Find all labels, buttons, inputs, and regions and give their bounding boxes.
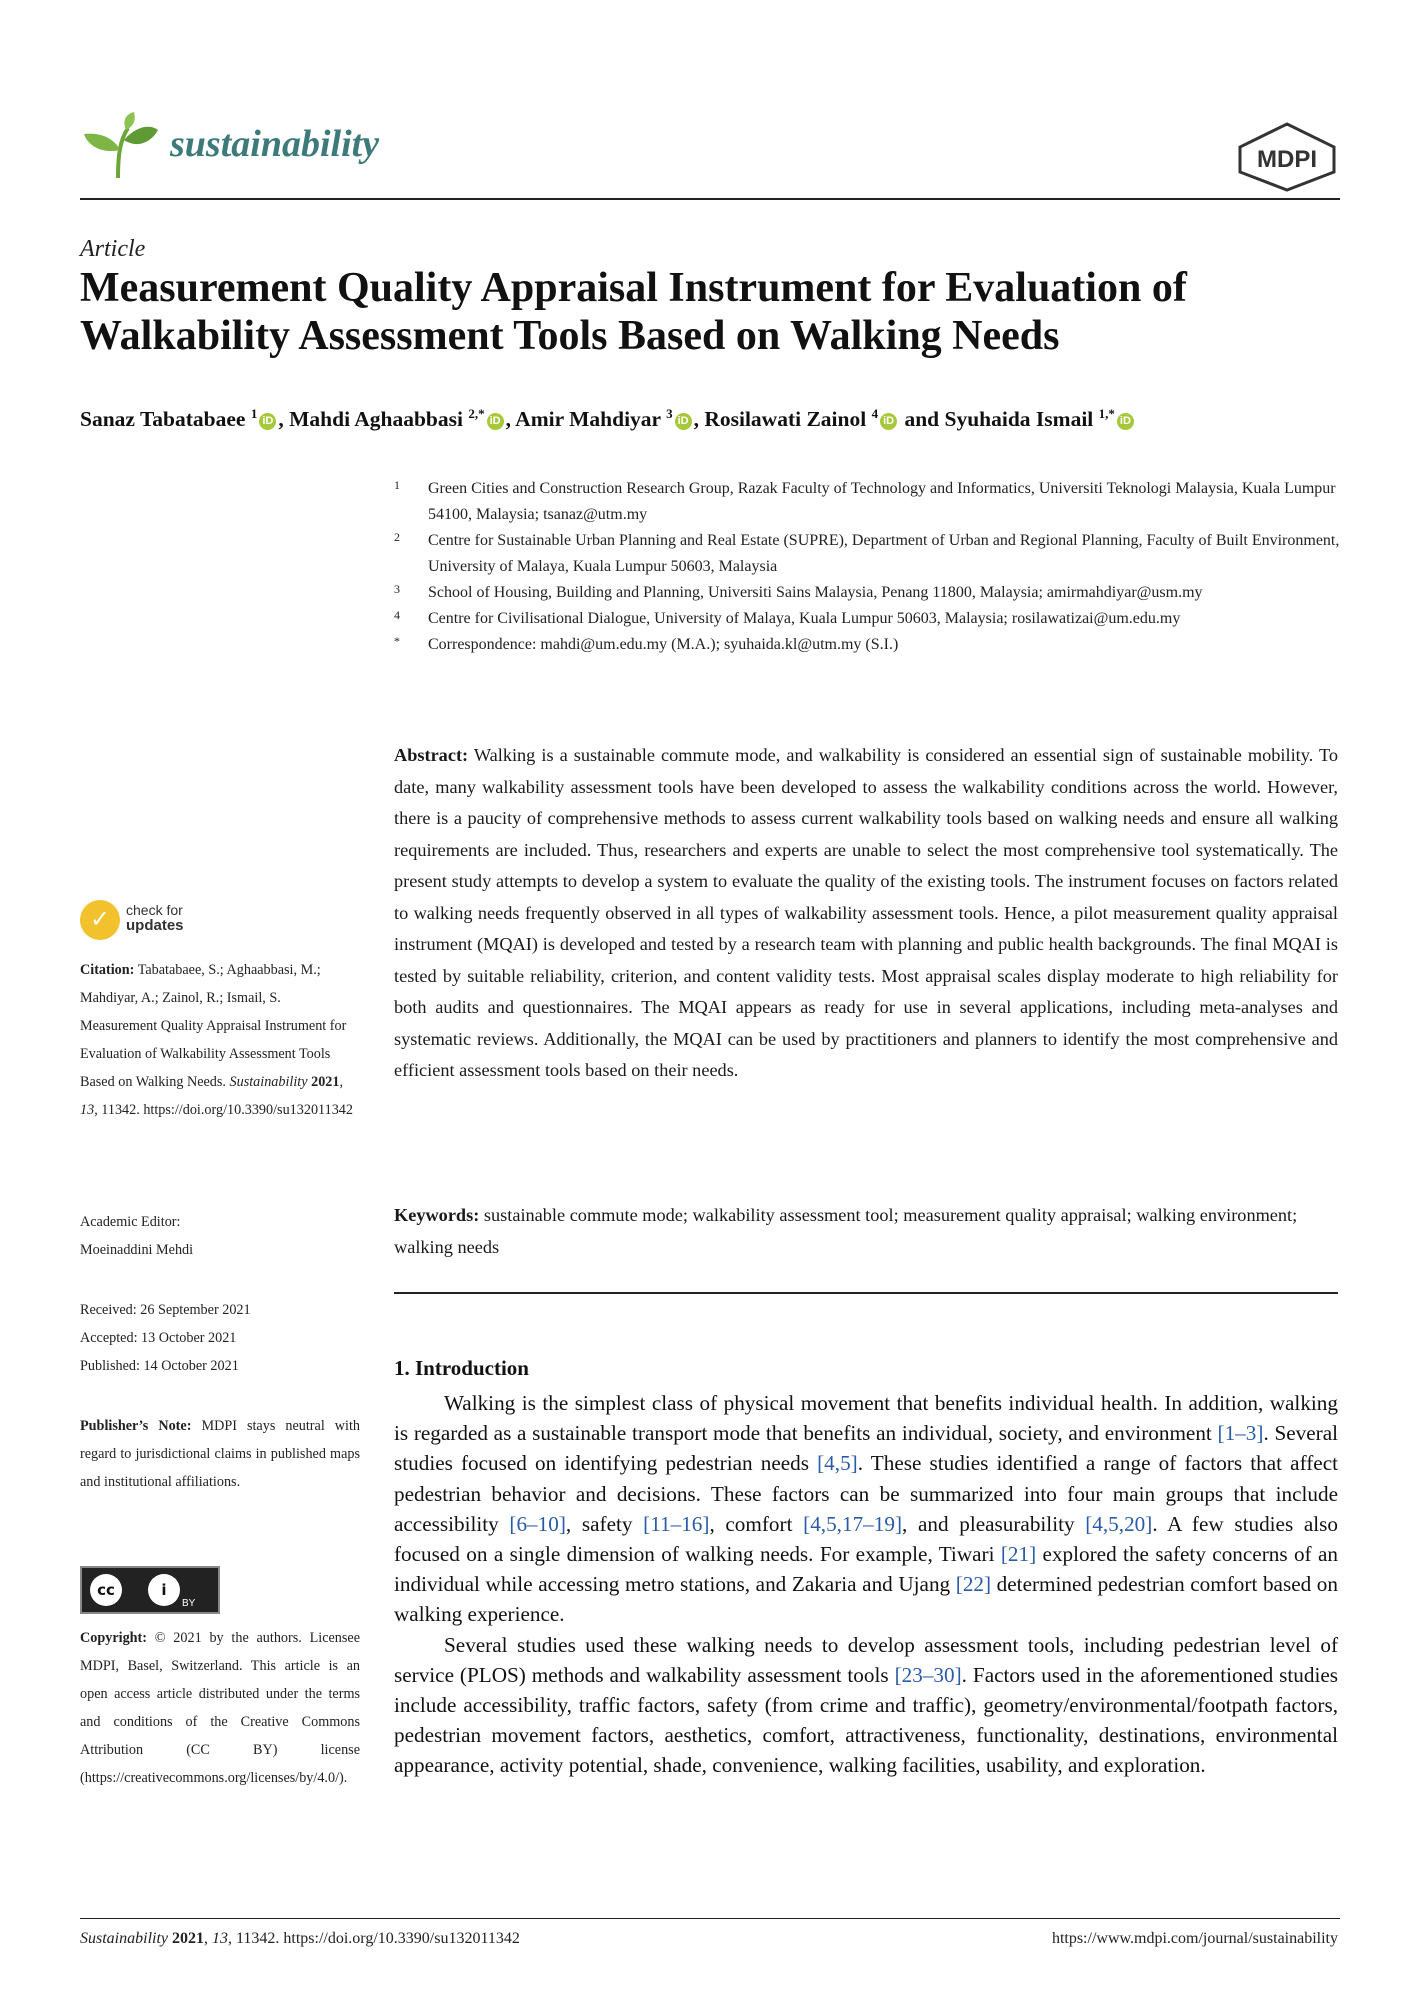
abstract-text: Walking is a sustainable commute mode, and walkability is considered an essential sign of sustainable mobility. To date, many walkability assessment tools have been developed to assess the walkability conditions across the world. However, there is a paucity of comprehensive methods to assess current walkability tools based on walking needs and ensure all walking requirements are included. Thus, researchers and experts are unable to select the most comprehensive tool systematically. The present study attempts to develop a system to evaluate the quality of the existing tools. The instrument focuses on factors related to walking needs frequently observed in all types of walkability assessment tools. Hence, a pilot measurement quality appraisal instrument (MQAI) is developed and tested by a research team with planning and public health backgrounds. The final MQAI is tested by suitable reliability, criterion, and content validity tests. Most appraisal scales display moderate to high reliability for both audits and questionnaires. The MQAI appears as ready for use in several applications, including meta-analyses and systematic reviews. Additionally, the MQAI can be used by practitioners and planners to identify the most comprehensive and efficient assessment tools based on their needs. xyxy=(394,745,1338,1080)
author-affiliation-number: 1,* xyxy=(1098,406,1115,421)
author-affiliation-number: 3 xyxy=(666,406,673,421)
paragraph-text: Walking is the simplest class of physical movement that benefits individual health. In addition, walking is regarded as a sustainable transport mode that benefits an individual, society, and environment xyxy=(394,1391,1338,1446)
affiliation-item xyxy=(390,528,1340,580)
copyright-label: Copyright: xyxy=(80,1630,147,1646)
editor-label: Academic Editor: xyxy=(80,1214,181,1230)
paragraph-text: . Factors used in the aforementioned studies include accessibility, traffic factors, safety (from crime and traffic), geometry/environmental/footpath factors, pedestrian movement factors, aesthetics, comfort, attractiveness, functionality, destinations, environmental appearance, activity potential, shade, convenience, walking facilities, usability, and exploration. xyxy=(394,1662,1338,1778)
author-separator: , xyxy=(278,407,290,432)
cc-icon: cc xyxy=(90,1574,122,1606)
accepted-date: Accepted: 13 October 2021 xyxy=(80,1330,237,1346)
journal-leaf-logo xyxy=(80,110,160,180)
paragraph-text: , safety xyxy=(565,1511,644,1536)
received-date: Received: 26 September 2021 xyxy=(80,1302,251,1318)
paragraph-text: determined pedestrian comfort based on walking experience. xyxy=(394,1572,1338,1627)
check-updates-line2: updates xyxy=(126,917,184,934)
paragraph-text: . Several studies focused on identifying pedestrian needs xyxy=(394,1421,1338,1476)
author-name[interactable]: Syuhaida Ismail xyxy=(944,407,1094,432)
paragraph-text: Several studies used these walking needs to develop assessment tools, including pedestrian level of service (PLOS) methods and walkability assessment tools xyxy=(394,1632,1338,1687)
citation-text: Tabatabaee, S.; Aghaabbasi, M.; Mahdiyar, A.; Zainol, R.; Ismail, S. Measurement Quality Appraisal Instrument for Evaluation of Walkability Assessment Tools Based on Walking Needs. xyxy=(80,962,347,1090)
by-label: BY xyxy=(182,1598,196,1609)
mdpi-logo[interactable] xyxy=(1236,122,1338,192)
author-separator: , xyxy=(693,407,705,432)
affiliation-number: * xyxy=(394,634,400,648)
affiliation-item xyxy=(390,580,1340,606)
abstract-label: Abstract: xyxy=(394,745,469,765)
affiliation-text: Centre for Sustainable Urban Planning and Real Estate (SUPRE), Department of Urban and Regional Planning, Faculty of Built Environment, University of Malaya, Kuala Lumpur 50603, Malaysia xyxy=(428,532,1340,575)
publisher-note xyxy=(80,1412,360,1496)
mdpi-logo-text: MDPI xyxy=(1257,146,1317,173)
footer-year: 2021 xyxy=(172,1930,204,1947)
keywords xyxy=(394,1200,1338,1263)
cc-by-license-badge[interactable] xyxy=(80,1566,220,1614)
citation-volume: 13 xyxy=(80,1102,95,1118)
header-rule xyxy=(80,198,1340,200)
journal-name[interactable]: sustainability xyxy=(170,123,380,165)
author-affiliation-number: 1 xyxy=(250,406,258,421)
editor-name: Moeinaddini Mehdi xyxy=(80,1242,194,1258)
footer-doi[interactable]: , 11342. https://doi.org/10.3390/su132011342 xyxy=(228,1930,520,1947)
citation-block: Citation: Tabatabaee, S.; Aghaabbasi, M.; Mahdiyar, A.; Zainol, R.; Ismail, S. Measurement Quality Appraisal Instrument for Evaluation of Walkability Assessment Tools Based on Walking Needs. Sustainability 2021, 13, 11342. https://doi.org/10.3390/su132011342 xyxy=(80,962,353,1118)
affiliation-text: School of Housing, Building and Planning, Universiti Sains Malaysia, Penang 11800, Malaysia; amirmahdiyar@usm.my xyxy=(428,584,1203,601)
published-date: Published: 14 October 2021 xyxy=(80,1358,239,1374)
affiliation-text: Correspondence: mahdi@um.edu.my (M.A.); syuhaida.kl@utm.my (S.I.) xyxy=(428,636,899,653)
reference-link[interactable]: [4,5,20] xyxy=(1085,1511,1153,1536)
intro-paragraph-1 xyxy=(394,1388,1338,1630)
paragraph-text: . A few studies also focused on a single dimension of walking needs. For example, Tiwari xyxy=(394,1511,1338,1567)
citation-label: Citation: xyxy=(80,962,135,978)
affiliation-text: Green Cities and Construction Research Group, Razak Faculty of Technology and Informatics, Universiti Teknologi Malaysia, Kuala Lumpur 54100, Malaysia; tsanaz@utm.my xyxy=(428,480,1336,523)
reference-link[interactable]: [21] xyxy=(1000,1542,1037,1567)
footer-journal-url[interactable]: https://www.mdpi.com/journal/sustainability xyxy=(1051,1930,1338,1947)
orcid-icon[interactable]: iD xyxy=(487,413,504,430)
section-heading-introduction: 1. Introduction xyxy=(394,1356,529,1380)
keywords-label: Keywords: xyxy=(394,1205,480,1225)
footer-volume: 13 xyxy=(212,1930,228,1947)
paragraph-text: explored the safety concerns of an individual while accessing metro stations, and Zakaria and Ujang xyxy=(394,1542,1338,1597)
publisher-note-text: MDPI stays neutral with regard to jurisdictional claims in published maps and institutional affiliations. xyxy=(80,1418,361,1490)
author-list xyxy=(80,400,1360,433)
attribution-person-icon: i xyxy=(148,1574,180,1606)
citation-doi[interactable]: , 11342. https://doi.org/10.3390/su132011342 xyxy=(94,1102,353,1118)
author-name[interactable]: Rosilawati Zainol xyxy=(704,407,867,432)
reference-link[interactable]: [6–10] xyxy=(509,1511,566,1536)
article-type: Article xyxy=(80,236,146,262)
reference-link[interactable]: [11–16] xyxy=(643,1511,710,1536)
orcid-icon[interactable]: iD xyxy=(259,413,276,430)
abstract xyxy=(394,740,1338,1087)
academic-editor xyxy=(80,1208,360,1264)
citation-journal: Sustainability xyxy=(229,1074,308,1090)
orcid-icon[interactable]: iD xyxy=(675,413,692,430)
intro-paragraph-2 xyxy=(394,1630,1338,1781)
orcid-icon[interactable]: iD xyxy=(880,413,897,430)
reference-link[interactable]: [4,5] xyxy=(817,1451,858,1476)
author-name[interactable]: Amir Mahdiyar xyxy=(515,407,661,432)
affiliation-item xyxy=(390,476,1340,528)
copyright-notice xyxy=(80,1624,360,1792)
affiliations xyxy=(390,476,1340,658)
check-updates-line1: check for xyxy=(126,902,183,918)
copyright-text: © 2021 by the authors. Licensee MDPI, Basel, Switzerland. This article is an open access article distributed under the terms and conditions of the Creative Commons Attribution (CC BY) license (https://creativecommons.org/licenses/by/4.0/). xyxy=(80,1630,360,1786)
orcid-icon[interactable]: iD xyxy=(1117,413,1134,430)
affiliation-number: 1 xyxy=(394,478,400,492)
check-for-updates-button[interactable] xyxy=(80,900,230,944)
author-separator: and xyxy=(899,407,945,432)
author-affiliation-number: 2,* xyxy=(468,406,485,421)
footer-rule xyxy=(80,1918,1340,1919)
affiliation-number: 4 xyxy=(394,608,400,622)
affiliation-number: 3 xyxy=(394,582,400,596)
section-rule xyxy=(394,1292,1338,1294)
reference-link[interactable]: [4,5,17–19] xyxy=(803,1511,903,1536)
affiliation-item xyxy=(390,606,1340,632)
reference-link[interactable]: [22] xyxy=(955,1572,992,1597)
affiliation-item xyxy=(390,632,1340,658)
affiliation-number: 2 xyxy=(394,530,400,544)
author-name[interactable]: Sanaz Tabatabaee xyxy=(80,407,246,432)
publication-dates xyxy=(80,1296,360,1380)
reference-link[interactable]: [1–3] xyxy=(1217,1421,1264,1446)
keywords-text: sustainable commute mode; walkability assessment tool; measurement quality appraisal; walking environment; walking needs xyxy=(394,1205,1298,1257)
publisher-note-label: Publisher’s Note: xyxy=(80,1418,192,1434)
reference-link[interactable]: [23–30] xyxy=(894,1662,962,1687)
check-updates-icon: ✓ xyxy=(80,900,120,940)
introduction-body xyxy=(394,1388,1338,1781)
affiliation-text: Centre for Civilisational Dialogue, University of Malaya, Kuala Lumpur 50603, Malaysia; rosilawatizai@um.edu.my xyxy=(428,610,1181,627)
author-separator: , xyxy=(505,407,516,432)
paragraph-text: . These studies identified a range of factors that affect pedestrian behavior and decisions. These factors can be summarized into four main groups that include accessibility xyxy=(394,1451,1338,1536)
footer-citation: Sustainability 2021, 13, 11342. https://doi.org/10.3390/su132011342 xyxy=(80,1930,520,1947)
citation-year: 2021 xyxy=(311,1074,340,1090)
paper-title: Measurement Quality Appraisal Instrument for Evaluation of Walkability Assessment Tools Based on Walking Needs xyxy=(80,265,1187,359)
author-name[interactable]: Mahdi Aghaabbasi xyxy=(289,407,463,432)
paragraph-text: , and pleasurability xyxy=(902,1511,1086,1536)
footer-journal: Sustainability xyxy=(80,1930,168,1947)
author-affiliation-number: 4 xyxy=(871,406,879,421)
paragraph-text: , comfort xyxy=(709,1511,804,1536)
